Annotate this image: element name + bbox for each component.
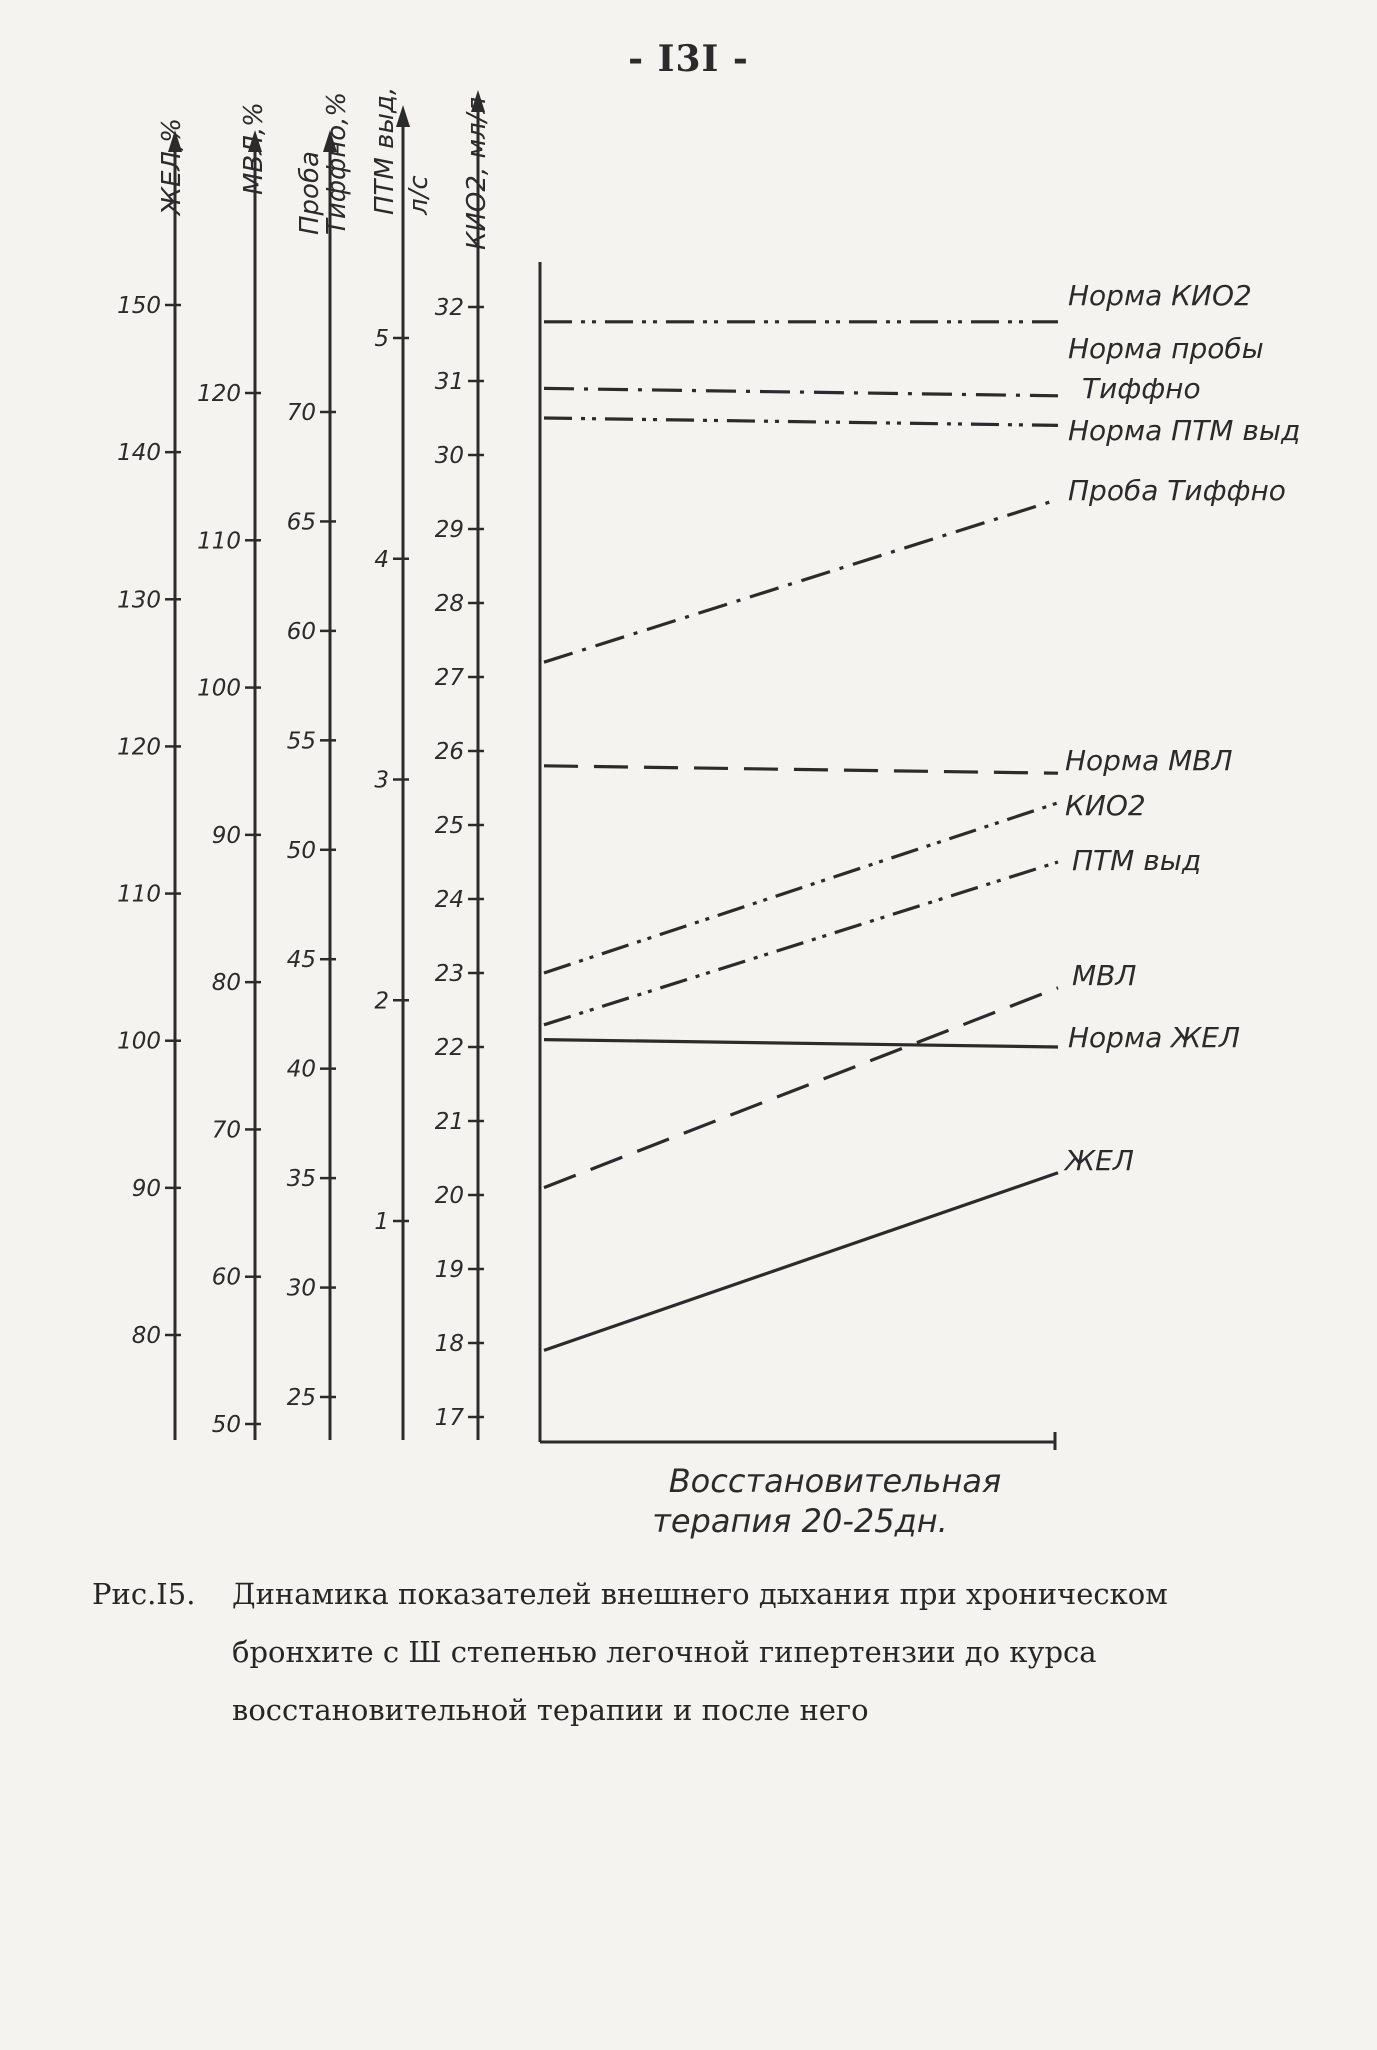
axis-title-ptm: ПТМ выд, (370, 86, 400, 215)
series-label: Проба Тиффно (1068, 474, 1286, 507)
tick-label-kio2: 17 (434, 1405, 464, 1431)
axis-title-zhel: ЖЕЛ,% (157, 118, 187, 215)
caption-line-2: бронхите с Ш степенью легочной гипертензии до курса (232, 1635, 1097, 1669)
tick-label-mvl: 110 (197, 528, 241, 555)
tick-label-kio2: 19 (434, 1257, 464, 1283)
tick-label-kio2: 23 (434, 961, 464, 987)
series-line (544, 499, 1058, 662)
tick-label-zhel: 110 (117, 881, 161, 908)
tick-label-ptm: 5 (374, 326, 389, 352)
series-label: Норма ПТМ выд (1068, 414, 1301, 447)
axis-kio2 (435, 90, 492, 1440)
axis-zhel (117, 118, 187, 1440)
series-label: ЖЕЛ (1065, 1144, 1134, 1177)
tick-label-kio2: 21 (434, 1109, 464, 1135)
axis-title-tiff: Проба (295, 151, 325, 235)
tick-label-ptm: 4 (374, 546, 389, 573)
series-line (544, 418, 1058, 425)
tick-label-zhel: 80 (131, 1323, 161, 1349)
series-label: Норма пробы (1068, 332, 1264, 365)
caption-prefix: Рис.I5. (92, 1577, 196, 1611)
axis-title-ptm: л/с (404, 175, 434, 215)
tick-label-kio2: 29 (434, 517, 464, 543)
axis-title-mvl: МВЛ,% (239, 102, 269, 195)
tick-label-kio2: 27 (434, 665, 464, 691)
series-label: ПТМ выд (1072, 844, 1202, 877)
series-line (544, 766, 1058, 773)
tick-label-mvl: 100 (197, 675, 241, 702)
tick-label-tiff: 45 (286, 947, 316, 974)
tick-label-kio2: 32 (434, 295, 464, 321)
tick-label-zhel: 130 (117, 587, 161, 614)
vertical-axes (117, 87, 492, 1440)
tick-label-kio2: 22 (434, 1035, 464, 1061)
x-axis-label: терапия 20-25дн. (652, 1502, 948, 1540)
tick-label-ptm: 3 (374, 767, 389, 794)
tick-label-zhel: 150 (117, 293, 161, 319)
tick-label-kio2: 20 (434, 1183, 464, 1209)
tick-label-tiff: 60 (286, 618, 316, 645)
tick-label-tiff: 50 (286, 837, 316, 864)
series-line (544, 1040, 1058, 1047)
tick-label-kio2: 28 (434, 591, 464, 617)
axis-ptm (370, 87, 434, 1440)
axis-title-kio2: КИО2, мл/л (462, 96, 492, 250)
tick-label-zhel: 140 (117, 440, 161, 467)
tick-label-ptm: 1 (374, 1209, 389, 1235)
axis-mvl (197, 102, 269, 1440)
tick-label-mvl: 120 (197, 381, 241, 407)
tick-label-tiff: 25 (286, 1385, 316, 1411)
tick-label-mvl: 60 (211, 1264, 241, 1291)
caption-line-1: Динамика показателей внешнего дыхания при хроническом (232, 1577, 1168, 1611)
series-line (544, 988, 1058, 1188)
series-labels (1063, 279, 1300, 1177)
series-label: МВЛ (1072, 959, 1137, 992)
tick-label-kio2: 18 (434, 1331, 464, 1357)
series-label: Норма МВЛ (1065, 744, 1233, 777)
tick-label-kio2: 26 (434, 739, 464, 765)
tick-label-tiff: 40 (286, 1056, 316, 1083)
tick-label-mvl: 90 (211, 822, 241, 849)
tick-label-zhel: 100 (117, 1028, 161, 1055)
tick-label-mvl: 80 (211, 970, 241, 997)
series-line (544, 388, 1058, 395)
tick-label-kio2: 31 (434, 369, 464, 395)
tick-label-kio2: 25 (434, 813, 464, 839)
figure-caption (92, 1565, 1272, 1739)
tick-label-tiff: 55 (286, 728, 316, 755)
tick-label-zhel: 120 (117, 734, 161, 761)
tick-label-ptm: 2 (374, 988, 389, 1015)
series-line (544, 803, 1058, 973)
tick-label-tiff: 65 (286, 509, 316, 536)
caption-line-3: восстановительной терапии и после него (232, 1693, 869, 1727)
tick-label-tiff: 30 (286, 1275, 316, 1302)
series-label: КИО2 (1065, 789, 1146, 822)
tick-label-mvl: 50 (211, 1412, 241, 1438)
series-label: Норма ЖЕЛ (1068, 1021, 1241, 1054)
tick-label-tiff: 35 (286, 1166, 316, 1193)
plot-area (540, 262, 1055, 1540)
series-line (544, 1173, 1058, 1351)
axis-tiff (287, 92, 352, 1440)
axis-title-tiff: Тиффно,% (322, 91, 352, 235)
page-number: - I3I - (628, 38, 749, 80)
tick-label-tiff: 70 (286, 400, 316, 426)
tick-label-kio2: 24 (434, 887, 464, 913)
tick-label-zhel: 90 (131, 1175, 161, 1202)
series-lines (544, 322, 1058, 1351)
x-axis-label: Восстановительная (668, 1462, 1002, 1500)
tick-label-kio2: 30 (434, 443, 464, 469)
tick-label-mvl: 70 (211, 1117, 241, 1144)
series-label: Норма КИО2 (1068, 279, 1252, 312)
series-label: Тиффно (1082, 372, 1201, 405)
